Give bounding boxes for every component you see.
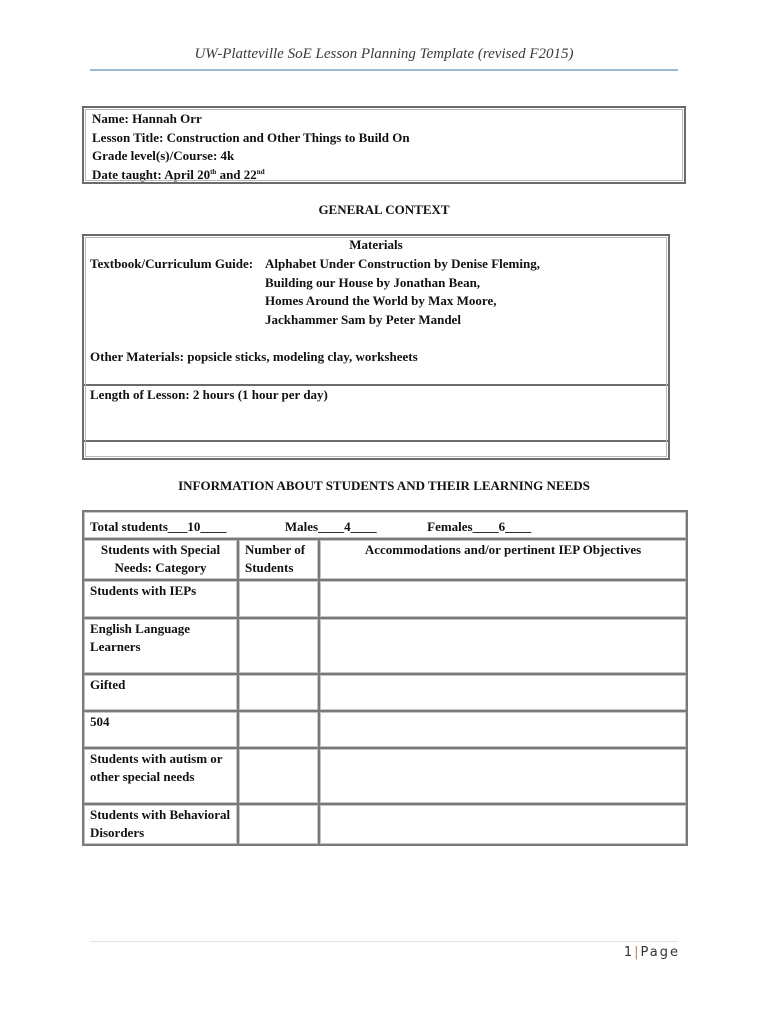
footer-rule (90, 941, 678, 942)
grade-line: Grade level(s)/Course: 4k (92, 148, 235, 163)
row-accommodations-cell[interactable] (319, 804, 687, 845)
students-needs-table (82, 510, 688, 846)
row-category: Gifted (83, 674, 238, 711)
row-accommodations-cell[interactable] (319, 618, 687, 674)
table-row (83, 711, 687, 748)
table-row (83, 618, 687, 674)
table-header-row (83, 539, 687, 580)
textbook-item: Jackhammer Sam by Peter Mandel (265, 312, 461, 327)
lesson-length: Length of Lesson: 2 hours (1 hour per day) (90, 387, 328, 402)
total-students: Total students___10____ (90, 519, 227, 534)
row-category: Students with Behavioral Disorders (83, 804, 238, 845)
females-count: Females____6____ (427, 519, 532, 534)
row-category: Students with autism or other special needs (83, 748, 238, 804)
date-prefix: Date taught: April 20 (92, 166, 211, 182)
materials-title: Materials (349, 237, 403, 252)
row-category: English Language Learners (83, 618, 238, 674)
page-number (620, 945, 680, 960)
table-row (83, 674, 687, 711)
date-superscript-1: th (210, 167, 217, 176)
table-row (83, 580, 687, 618)
textbook-item: Alphabet Under Construction by Denise Fleming, (265, 256, 540, 271)
students-info-heading: INFORMATION ABOUT STUDENTS AND THEIR LEARNING NEEDS (178, 478, 590, 493)
row-number-cell[interactable] (238, 804, 319, 845)
col-header-number: Number of Students (238, 539, 319, 580)
row-category: 504 (83, 711, 238, 748)
date-line (92, 166, 676, 185)
row-accommodations-cell[interactable] (319, 674, 687, 711)
males-count: Males____4____ (284, 519, 377, 534)
row-number-cell[interactable] (238, 748, 319, 804)
general-context-heading: GENERAL CONTEXT (318, 202, 450, 217)
row-number-cell[interactable] (238, 711, 319, 748)
row-number-cell[interactable] (238, 580, 319, 618)
page-separator: | (634, 945, 641, 960)
date-mid: and 22 (216, 166, 257, 182)
row-category: Students with IEPs (83, 580, 238, 618)
document-header-title: UW-Platteville SoE Lesson Planning Template (revised F2015) (194, 46, 574, 62)
length-divider (84, 440, 668, 442)
textbook-item: Homes Around the World by Max Moore, (265, 293, 497, 308)
row-number-cell[interactable] (238, 674, 319, 711)
page-label: Page (640, 945, 680, 960)
row-accommodations-cell[interactable] (319, 580, 687, 618)
lesson-title-line: Lesson Title: Construction and Other Things to Build On (92, 129, 410, 145)
row-number-cell[interactable] (238, 618, 319, 674)
other-materials: Other Materials: popsicle sticks, modeling clay, worksheets (90, 349, 418, 364)
header-rule (90, 69, 678, 71)
table-row (83, 804, 687, 845)
name-line: Name: Hannah Orr (92, 111, 202, 126)
date-superscript-2: nd (256, 167, 265, 176)
table-row (83, 748, 687, 804)
lesson-info-box (82, 106, 686, 184)
textbook-item: Building our House by Jonathan Bean, (265, 275, 481, 290)
col-header-category: Students with Special Needs: Category (83, 539, 238, 580)
col-header-accommodations: Accommodations and/or pertinent IEP Objectives (319, 539, 687, 580)
row-accommodations-cell[interactable] (319, 748, 687, 804)
page-number-value: 1 (623, 945, 635, 960)
totals-cell (83, 511, 687, 539)
totals-row (83, 511, 687, 539)
textbook-label: Textbook/Curriculum Guide: (90, 256, 254, 271)
materials-box (82, 234, 670, 460)
row-accommodations-cell[interactable] (319, 711, 687, 748)
